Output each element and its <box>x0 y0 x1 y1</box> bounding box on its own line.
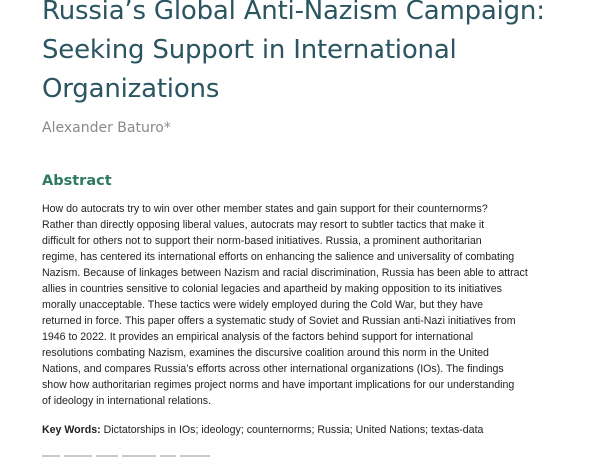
abstract-line: resolutions combating Nazism, examines the discursive coalition around this norm in the United <box>42 347 489 359</box>
abstract-line: Nations, and compares Russia’s efforts across other international organizations (IOs). The findings <box>42 363 504 375</box>
cropped-footnote-line <box>42 452 232 458</box>
keywords-text: Dictatorships in IOs; ideology; counternorms; Russia; United Nations; textas-data <box>103 424 484 436</box>
keywords <box>42 422 483 438</box>
abstract-line: How do autocrats try to win over other member states and gain support for their counternorms? <box>42 203 488 215</box>
author-name: Alexander Baturo* <box>42 120 171 136</box>
abstract-heading: Abstract <box>42 173 112 189</box>
abstract-line: returned in force. This paper offers a systematic study of Soviet and Russian anti-Nazi initiatives from <box>42 315 516 327</box>
abstract-line: of ideology in international relations. <box>42 395 212 407</box>
abstract-line: regime, has centered its international efforts on enhancing the salience and universality of combating <box>42 251 515 263</box>
abstract-line: Rather than directly opposing liberal values, autocrats may resort to subtler tactics that make it <box>42 219 485 231</box>
abstract-line: allies in countries sensitive to colonial legacies and apartheid by making opposition to its initiatives <box>42 283 502 295</box>
title-line: Seeking Support in International <box>42 35 457 65</box>
abstract-line: 1946 to 2022. It provides an empirical analysis of the factors behind support for international <box>42 331 474 343</box>
keywords-label: Key Words: <box>42 424 101 436</box>
abstract-line: show how authoritarian regimes project norms and have important implications for our understanding <box>42 379 515 391</box>
abstract-line: difficult for others not to support their norm-based initiatives. Russia, a prominent authoritarian <box>42 235 482 247</box>
abstract-line: morally unacceptable. These tactics were widely employed during the Cold War, but they have <box>42 299 484 311</box>
title-line: Organizations <box>42 74 220 104</box>
paper-title <box>42 0 582 109</box>
abstract-line: Nazism. Because of linkages between Nazism and racial discrimination, Russia has been able to attract <box>42 267 528 279</box>
abstract-body <box>42 201 562 409</box>
title-line: Russia’s Global Anti-Nazism Campaign: <box>42 0 545 26</box>
